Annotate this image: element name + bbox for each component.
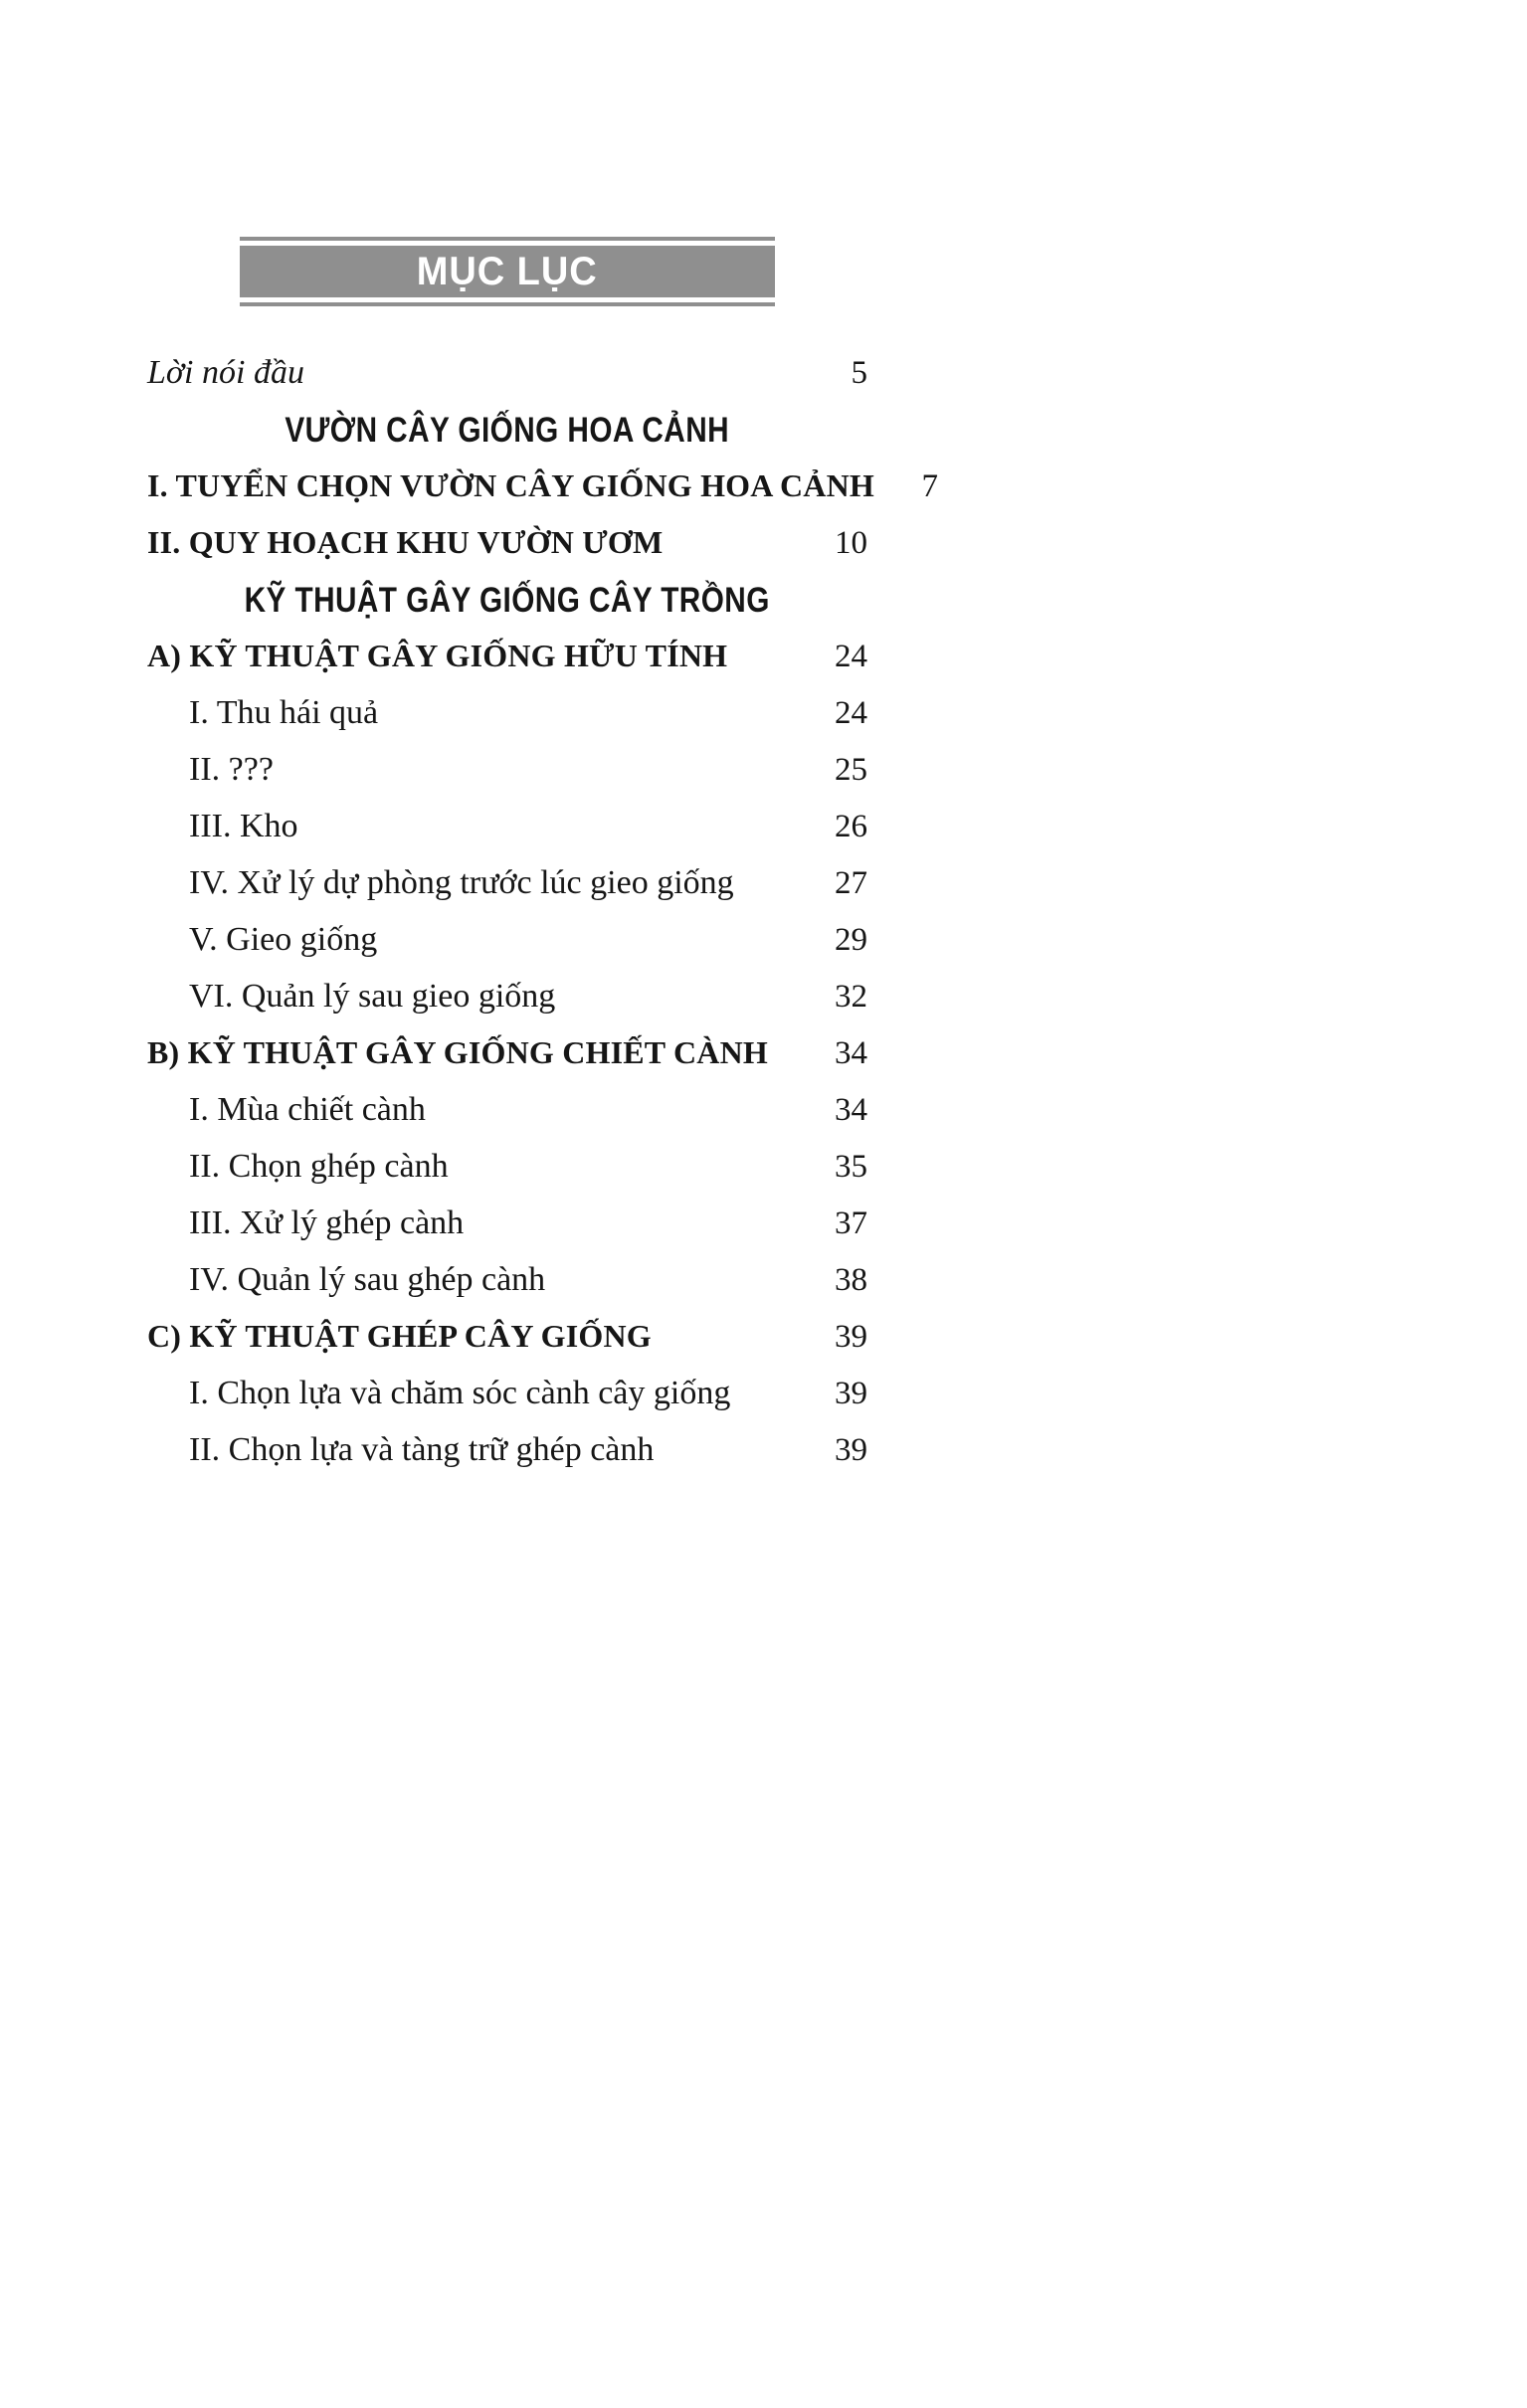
entry-page: 10 bbox=[835, 525, 867, 561]
banner-bar bbox=[240, 246, 775, 297]
toc-entry bbox=[147, 1204, 867, 1261]
entry-label: I. Thu hái quả bbox=[189, 694, 379, 731]
entry-label: III. Kho bbox=[189, 808, 298, 844]
entry-page: 37 bbox=[835, 1205, 867, 1241]
entry-page: 27 bbox=[835, 865, 867, 901]
toc-entry bbox=[147, 581, 867, 638]
toc-entry bbox=[147, 694, 867, 751]
toc-entry bbox=[147, 1318, 867, 1375]
entry-label: Lời nói đầu bbox=[147, 354, 304, 391]
toc-entry bbox=[147, 411, 867, 467]
toc-entry bbox=[147, 978, 867, 1034]
entry-page: 5 bbox=[851, 355, 867, 391]
banner-bottom-rule bbox=[240, 302, 775, 306]
entry-page: 39 bbox=[835, 1376, 867, 1411]
toc-entry bbox=[147, 1261, 867, 1318]
entry-page: 38 bbox=[835, 1262, 867, 1298]
entry-label: I. Chọn lựa và chăm sóc cành cây giống bbox=[189, 1375, 731, 1411]
toc-entry bbox=[147, 1034, 867, 1091]
entry-label: II. ??? bbox=[189, 751, 274, 788]
entry-label: A) KỸ THUẬT GÂY GIỐNG HỮU TÍNH bbox=[147, 638, 728, 673]
toc-entry bbox=[147, 1148, 867, 1204]
entry-page: 24 bbox=[835, 695, 867, 731]
banner-top-rule bbox=[240, 237, 775, 241]
toc-entry bbox=[147, 354, 867, 411]
toc-entry bbox=[147, 467, 939, 524]
entry-page: 34 bbox=[835, 1035, 867, 1071]
toc-entry bbox=[147, 751, 867, 808]
page-title: MỤC LỤC bbox=[417, 249, 598, 293]
toc-entry bbox=[147, 808, 867, 864]
entry-page: 39 bbox=[835, 1319, 867, 1355]
toc-page bbox=[147, 0, 939, 1488]
entry-page: 7 bbox=[921, 468, 939, 504]
entry-page: 35 bbox=[835, 1149, 867, 1185]
entry-label: IV. Xử lý dự phòng trước lúc gieo giống bbox=[189, 864, 734, 901]
toc-entry bbox=[147, 1091, 867, 1148]
entry-page: 34 bbox=[835, 1092, 867, 1128]
entry-label: II. Chọn ghép cành bbox=[189, 1148, 449, 1185]
entry-label: III. Xử lý ghép cành bbox=[189, 1204, 465, 1241]
entry-page: 26 bbox=[835, 809, 867, 844]
entry-label: IV. Quản lý sau ghép cành bbox=[189, 1261, 546, 1298]
toc-entry bbox=[147, 864, 867, 921]
toc-entry bbox=[147, 921, 867, 978]
entry-label: B) KỸ THUẬT GÂY GIỐNG CHIẾT CÀNH bbox=[147, 1034, 768, 1070]
toc-entry bbox=[147, 638, 867, 694]
entry-label: C) KỸ THUẬT GHÉP CÂY GIỐNG bbox=[147, 1318, 652, 1354]
entry-page: 25 bbox=[835, 752, 867, 788]
entry-label: II. QUY HOẠCH KHU VƯỜN ƯƠM bbox=[147, 524, 664, 560]
toc-entry bbox=[147, 1431, 867, 1488]
entry-label: I. TUYỂN CHỌN VƯỜN CÂY GIỐNG HOA CẢNH bbox=[147, 467, 875, 503]
entry-page: 24 bbox=[835, 639, 867, 674]
entry-label: KỸ THUẬT GÂY GIỐNG CÂY TRỒNG bbox=[244, 581, 771, 620]
entry-label: II. Chọn lựa và tàng trữ ghép cành bbox=[189, 1431, 655, 1468]
toc-entry bbox=[147, 1375, 867, 1431]
entry-label: VI. Quản lý sau gieo giống bbox=[189, 978, 556, 1015]
entry-page: 32 bbox=[835, 979, 867, 1015]
entry-label: VƯỜN CÂY GIỐNG HOA CẢNH bbox=[285, 411, 730, 450]
toc-entry bbox=[147, 524, 867, 581]
entry-page: 29 bbox=[835, 922, 867, 958]
entry-label: I. Mùa chiết cành bbox=[189, 1091, 426, 1128]
entry-label: V. Gieo giống bbox=[189, 921, 378, 958]
toc-list bbox=[147, 354, 939, 1488]
title-banner bbox=[240, 237, 775, 306]
entry-page: 39 bbox=[835, 1432, 867, 1468]
